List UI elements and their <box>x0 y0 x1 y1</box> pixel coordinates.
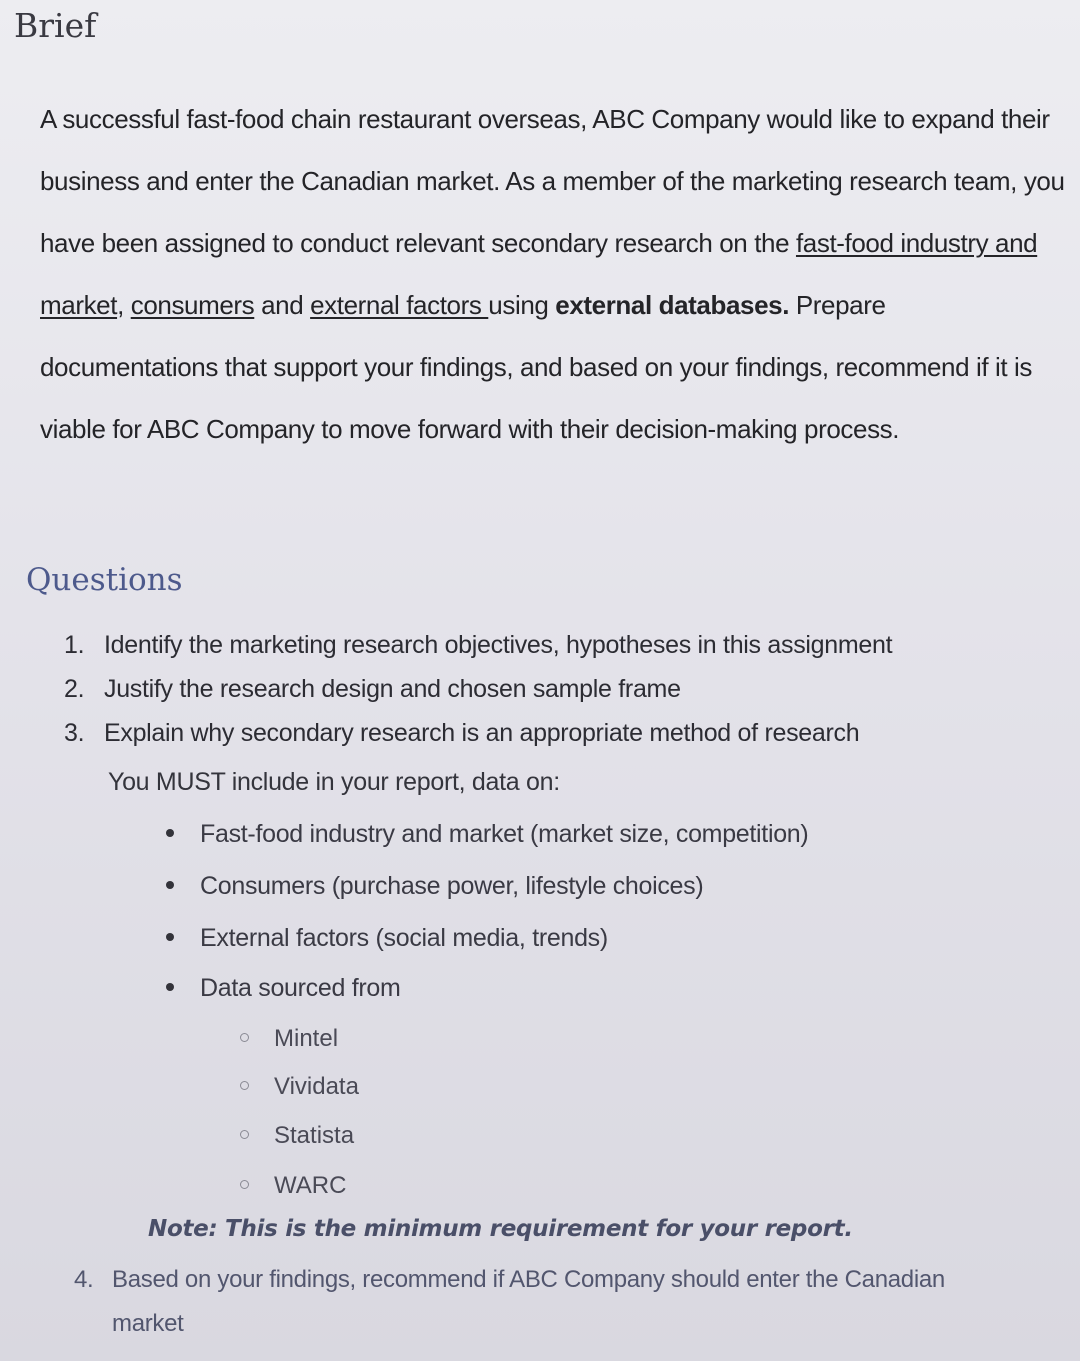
question-text: Justify the research design and chosen sample frame <box>104 675 681 703</box>
must-include-text: You MUST include in your report, data on: <box>108 768 560 796</box>
source-item <box>240 1025 338 1053</box>
brief-and: and <box>254 290 311 320</box>
bullet-icon <box>166 933 174 941</box>
question-item <box>64 675 681 704</box>
question-text: Based on your findings, recommend if ABC Company should enter the Canadian <box>112 1266 945 1293</box>
bullet-text: Data sourced from <box>200 974 401 1002</box>
brief-text-2: Prepare documentations that support your findings, and based on your findings, recommend if it is viable for ABC Company to move forward with their decision-making process. <box>40 290 1032 444</box>
source-text: Mintel <box>274 1025 339 1052</box>
bullet-item <box>166 820 808 849</box>
source-text: Vividata <box>274 1073 359 1100</box>
question-number: 3. <box>64 719 85 747</box>
source-text: Statista <box>274 1122 355 1149</box>
question-item <box>64 631 892 660</box>
source-text: WARC <box>274 1172 347 1199</box>
external-factors-link[interactable]: external factors <box>310 290 489 320</box>
brief-text-1: A successful fast-food chain restaurant overseas, ABC Company would like to expand their business and enter the Canadian market. As a member of the marketing research team, you have been assigned to conduct relevant secondary research on the <box>40 104 1065 258</box>
bullet-item <box>166 974 401 1003</box>
source-item <box>240 1073 359 1101</box>
circle-bullet-icon <box>240 1033 249 1042</box>
circle-bullet-icon <box>240 1180 249 1189</box>
question-number: 1. <box>64 631 85 659</box>
consumers-link[interactable]: consumers <box>130 290 255 320</box>
question-text: Identify the marketing research objectives, hypotheses in this assignment <box>104 631 893 659</box>
bullet-icon <box>166 983 174 991</box>
bullet-icon <box>166 829 174 837</box>
external-databases-text: external databases. <box>555 290 790 320</box>
circle-bullet-icon <box>240 1130 249 1139</box>
question-item <box>74 1258 1034 1346</box>
bullet-item <box>166 924 608 953</box>
source-item <box>240 1122 354 1150</box>
bullet-item <box>166 872 703 901</box>
question-number: 4. <box>74 1266 94 1293</box>
questions-heading: Questions <box>26 562 183 598</box>
bullet-icon <box>166 881 174 889</box>
bullet-text: External factors (social media, trends) <box>200 924 608 952</box>
bullet-text: Fast-food industry and market (market size, competition) <box>200 820 809 848</box>
brief-using: using <box>488 290 556 320</box>
circle-bullet-icon <box>240 1081 249 1090</box>
brief-heading: Brief <box>14 6 97 45</box>
brief-paragraph <box>40 88 1070 460</box>
question-text: Explain why secondary research is an appropriate method of research <box>104 719 860 747</box>
industry-link[interactable]: fast-food industry and market <box>40 228 1038 320</box>
question-number: 2. <box>64 675 85 703</box>
question-item <box>64 719 859 748</box>
question-text-continued: market <box>112 1310 184 1337</box>
source-item <box>240 1172 346 1200</box>
brief-comma: , <box>117 290 131 320</box>
bullet-text: Consumers (purchase power, lifestyle choices) <box>200 872 704 900</box>
note-text: Note: This is the minimum requirement for your report. <box>148 1216 853 1242</box>
